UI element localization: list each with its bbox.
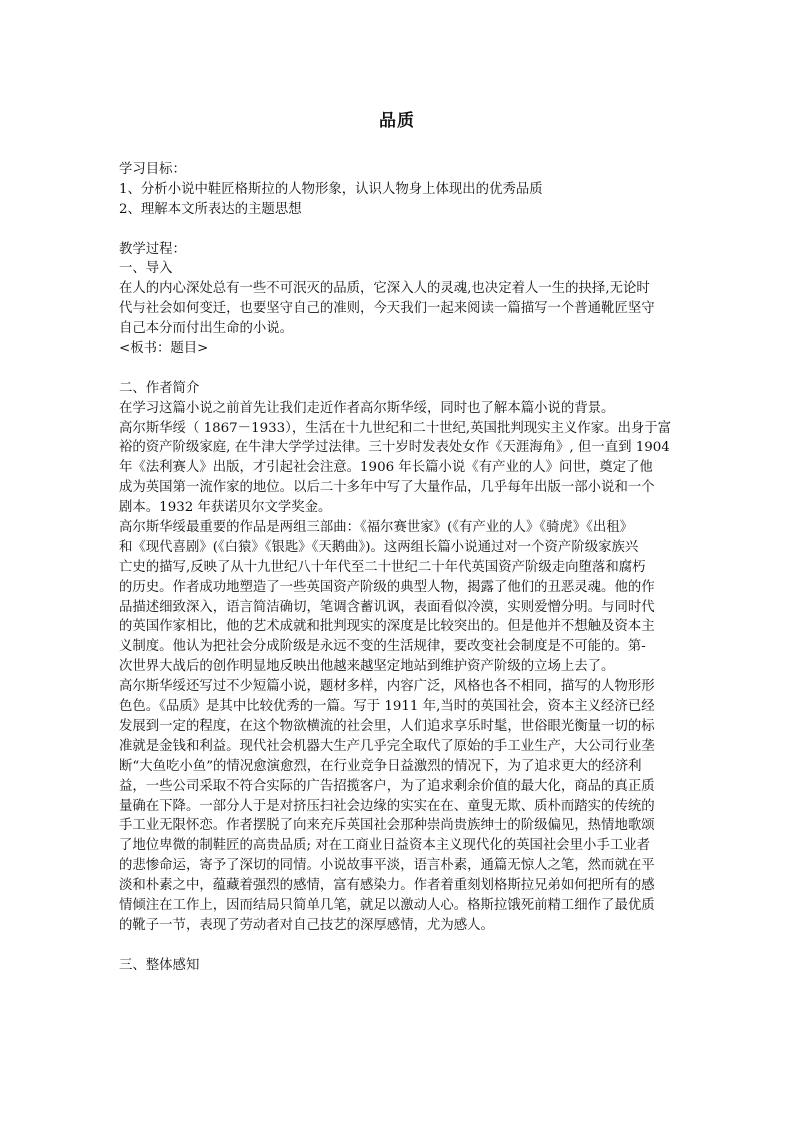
author-text-line: 色色。《品质》是其中比较优秀的一篇。写于 1911 年,当时的英国社会，资本主义经济已经 — [119, 699, 655, 715]
author-text-line: 的悲惨命运，寄予了深切的同情。小说故事平淡，语言朴素，通篇无惊人之笔，然而就在平 — [119, 858, 655, 874]
author-text-line: 和《现代喜剧》(《白猿》《银匙》《天鹅曲》)。这两组长篇小说通过对一个资产阶级家族兴 — [119, 539, 639, 555]
author-text-line: 准就是金钱和利益。现代社会机器大生产几乎完全取代了原始的手工业生产，大公司行业垄 — [119, 738, 655, 754]
author-text-line: 义制度。他认为把社会分成阶级是永远不变的生活规律，要改变社会制度是不可能的。第- — [119, 639, 646, 655]
author-text-line: 淡和朴素之中，蕴藏着强烈的感情，富有感染力。作者着重刻划格斯拉兄弟如何把所有的感 — [119, 878, 655, 894]
author-text-line: 年《法利赛人》出版，才引起社会注意。1906 年长篇小说《有产业的人》问世，奠定了他 — [119, 460, 653, 476]
author-text-line: 发展到一定的程度，在这个物欲横流的社会里，人们追求享乐时髦，世俗眼光衡量一切的标 — [119, 718, 655, 734]
teaching-process-heading: 教学过程： — [119, 241, 186, 257]
author-text-line: 剧本。1932 年获诺贝尔文学奖金。 — [119, 500, 332, 516]
blank-line — [119, 359, 673, 379]
author-text-line: 亡史的描写,反映了从十九世纪八十年代至二十世纪二十年代英国资产阶级走向堕落和腐朽 — [119, 559, 646, 575]
author-text-line: 的历史。作者成功地塑造了一些英国资产阶级的典型人物，揭露了他们的丑恶灵魂。他的作 — [119, 579, 655, 595]
author-text-line: 情倾注在工作上，因而结局只简单几笔，就足以激动人心。格斯拉饿死前精工细作了最优质 — [119, 897, 655, 913]
author-text-line: 高尔斯华绥（ 1867－1933），生活在十九世纪和二十世纪,英国批判现实主义作家。出身于富 — [119, 420, 672, 436]
blank-line — [119, 220, 673, 240]
author-text-line: 高尔斯华绥最重要的作品是两组三部曲：《福尔赛世家》(《有产业的人》《骑虎》《出租》 — [119, 520, 634, 536]
section-heading-overview: 三、整体感知 — [119, 957, 200, 973]
author-text-line: 的英国作家相比，他的艺术成就和批判现实的深度是比较突出的。但是他并不想触及资本主 — [119, 619, 655, 635]
author-text-line: 手工业无限怀恋。作者摆脱了向来充斥英国社会那种崇尚贵族绅士的阶级偏见，热情地歌颂 — [119, 818, 655, 834]
author-text-line: 益，一些公司采取不符合实际的广告招揽客户，为了追求剩余价值的最大化，商品的真正质 — [119, 778, 655, 794]
learning-goal-item: 2、理解本文所表达的主题思想 — [119, 201, 302, 217]
author-text-line: 在学习这篇小说之前首先让我们走近作者高尔斯华绥，同时也了解本篇小说的背景。 — [119, 400, 615, 416]
learning-goals-heading: 学习目标： — [119, 162, 186, 177]
author-text-line: 次世界大战后的创作明显地反映出他越来越坚定地站到维护资产阶级的立场上去了。 — [119, 659, 615, 675]
intro-text-line: 在人的内心深处总有一些不可泯灭的品质，它深入人的灵魂,也决定着人一生的抉择,无论时 — [119, 281, 650, 297]
learning-goal-item: 1、分析小说中鞋匠格斯拉的人物形象，认识人物身上体现出的优秀品质 — [119, 181, 543, 197]
author-text-line: 的靴子一节，表现了劳动者对自己技艺的深厚感情，尤为感人。 — [119, 917, 494, 933]
section-heading-intro: 一、导入 — [119, 261, 173, 277]
document-title: 品质 — [379, 111, 415, 131]
section-heading-author: 二、作者简介 — [119, 380, 200, 396]
author-text-line: 成为英国第一流作家的地位。以后二十多年中写了大量作品，几乎每年出版一部小说和一个 — [119, 480, 655, 496]
blank-line — [119, 936, 673, 956]
author-text-line: 断“大鱼吃小鱼”的情况愈演愈烈，在行业竞争日益激烈的情况下，为了追求更大的经济利 — [119, 758, 642, 774]
intro-text-line: 自己本分而付出生命的小说。 — [119, 321, 294, 337]
author-text-line: 品描述细致深入，语言简洁确切，笔调含蓄讥讽，表面看似冷漠，实则爱憎分明。与同时代 — [119, 599, 655, 615]
author-text-line: 裕的资产阶级家庭, 在牛津大学学过法律。三十岁时发表处女作《天涯海角》, 但一直到 1904 — [119, 440, 670, 456]
blackboard-note: <板书：题目> — [119, 341, 209, 357]
author-text-line: 量确在下降。一部分人于是对挤压扫社会边缘的实实在在、童叟无欺、质朴而踏实的传统的 — [119, 798, 655, 814]
intro-text-line: 代与社会如何变迁，也要坚守自己的准则，今天我们一起来阅读一篇描写一个普通靴匠坚守 — [119, 301, 655, 317]
document-body — [119, 160, 673, 976]
author-text-line: 高尔斯华绥还写过不少短篇小说，题材多样，内容广泛，风格也各不相同，描写的人物形形 — [119, 679, 655, 695]
author-text-line: 了地位卑微的制鞋匠的高贵品质; 对在工商业日益资本主义现代化的英国社会里小手工业者 — [119, 838, 650, 854]
